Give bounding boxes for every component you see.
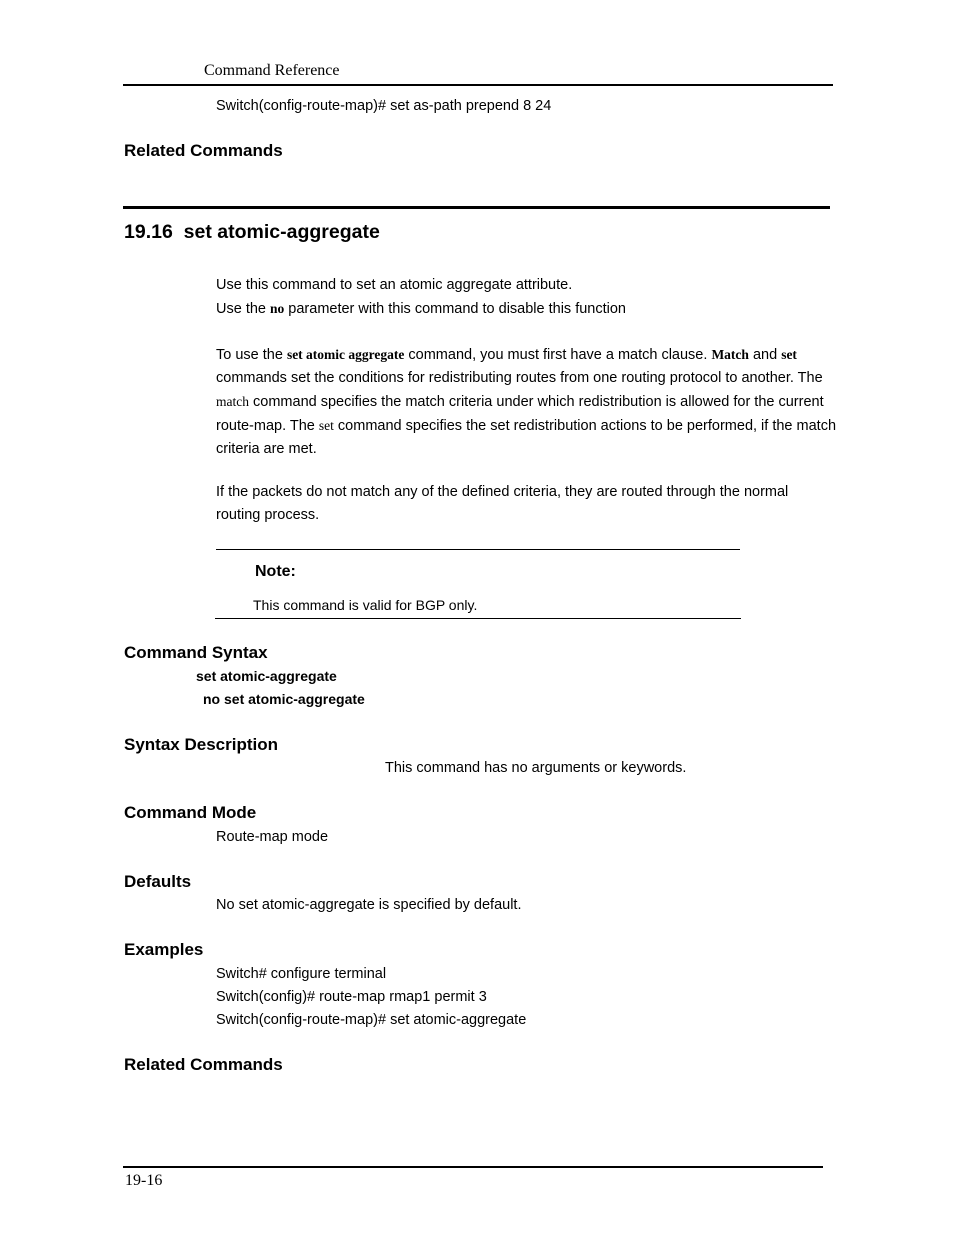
command-mode-heading: Command Mode — [124, 803, 257, 822]
defaults-heading: Defaults — [124, 872, 192, 891]
syntax-line-1: set atomic-aggregate — [196, 668, 337, 684]
example-line: Switch(config)# route-map rmap1 permit 3 — [216, 989, 487, 1005]
running-header: Command Reference — [204, 62, 340, 79]
syntax-description-text: This command has no arguments or keywords. — [385, 760, 687, 776]
footer-rule — [123, 1166, 823, 1168]
page-number: 19-16 — [125, 1172, 163, 1189]
header-rule — [123, 84, 833, 86]
usage-paragraph: To use the set atomic aggregate command, you must first have a match clause. Match and set commands set the conditions for redistributing routes from one routing protocol to another. The match command specifies the match criteria under which redistribution is allowed for the current route-map. The set command specifies the set redistribution actions to be performed, if the match criteria are met. — [216, 347, 837, 457]
command-mode-text: Route-map mode — [216, 829, 329, 845]
defaults-text: No set atomic-aggregate is specified by default. — [216, 897, 522, 913]
keyword-set-plain: set — [318, 418, 334, 433]
section-number: 19.16 — [124, 221, 173, 243]
top-example: Switch(config-route-map)# set as-path prepend 8 24 — [216, 98, 552, 114]
section-title — [124, 221, 380, 244]
keyword-set: set — [781, 347, 797, 362]
keyword-match: Match — [711, 347, 749, 362]
example-line: Switch# configure terminal — [216, 966, 387, 982]
note-label: Note: — [255, 563, 296, 580]
example-line: Switch(config-route-map)# set atomic-aggregate — [216, 1012, 527, 1028]
note-text: This command is valid for BGP only. — [253, 597, 478, 613]
routing-paragraph: If the packets do not match any of the defined criteria, they are routed through the normal routing process. — [216, 484, 789, 523]
related-commands-heading-top: Related Commands — [124, 141, 283, 160]
related-commands-heading-bottom: Related Commands — [124, 1055, 283, 1074]
syntax-description-heading: Syntax Description — [124, 735, 278, 754]
keyword-match-plain: match — [216, 394, 249, 409]
section-rule — [123, 206, 830, 209]
keyword-no: no — [270, 301, 285, 316]
note-top-rule — [216, 549, 740, 550]
note-bottom-rule — [215, 618, 741, 619]
syntax-line-2: no set atomic-aggregate — [203, 691, 365, 707]
intro-line-1: Use this command to set an atomic aggregate attribute. — [216, 277, 573, 293]
command-syntax-heading: Command Syntax — [124, 643, 268, 662]
section-name: set atomic-aggregate — [183, 221, 380, 243]
examples-heading: Examples — [124, 940, 204, 959]
keyword-set-atomic-aggregate: set atomic aggregate — [286, 347, 405, 362]
intro-line-2: Use the no parameter with this command to disable this function — [216, 301, 626, 317]
